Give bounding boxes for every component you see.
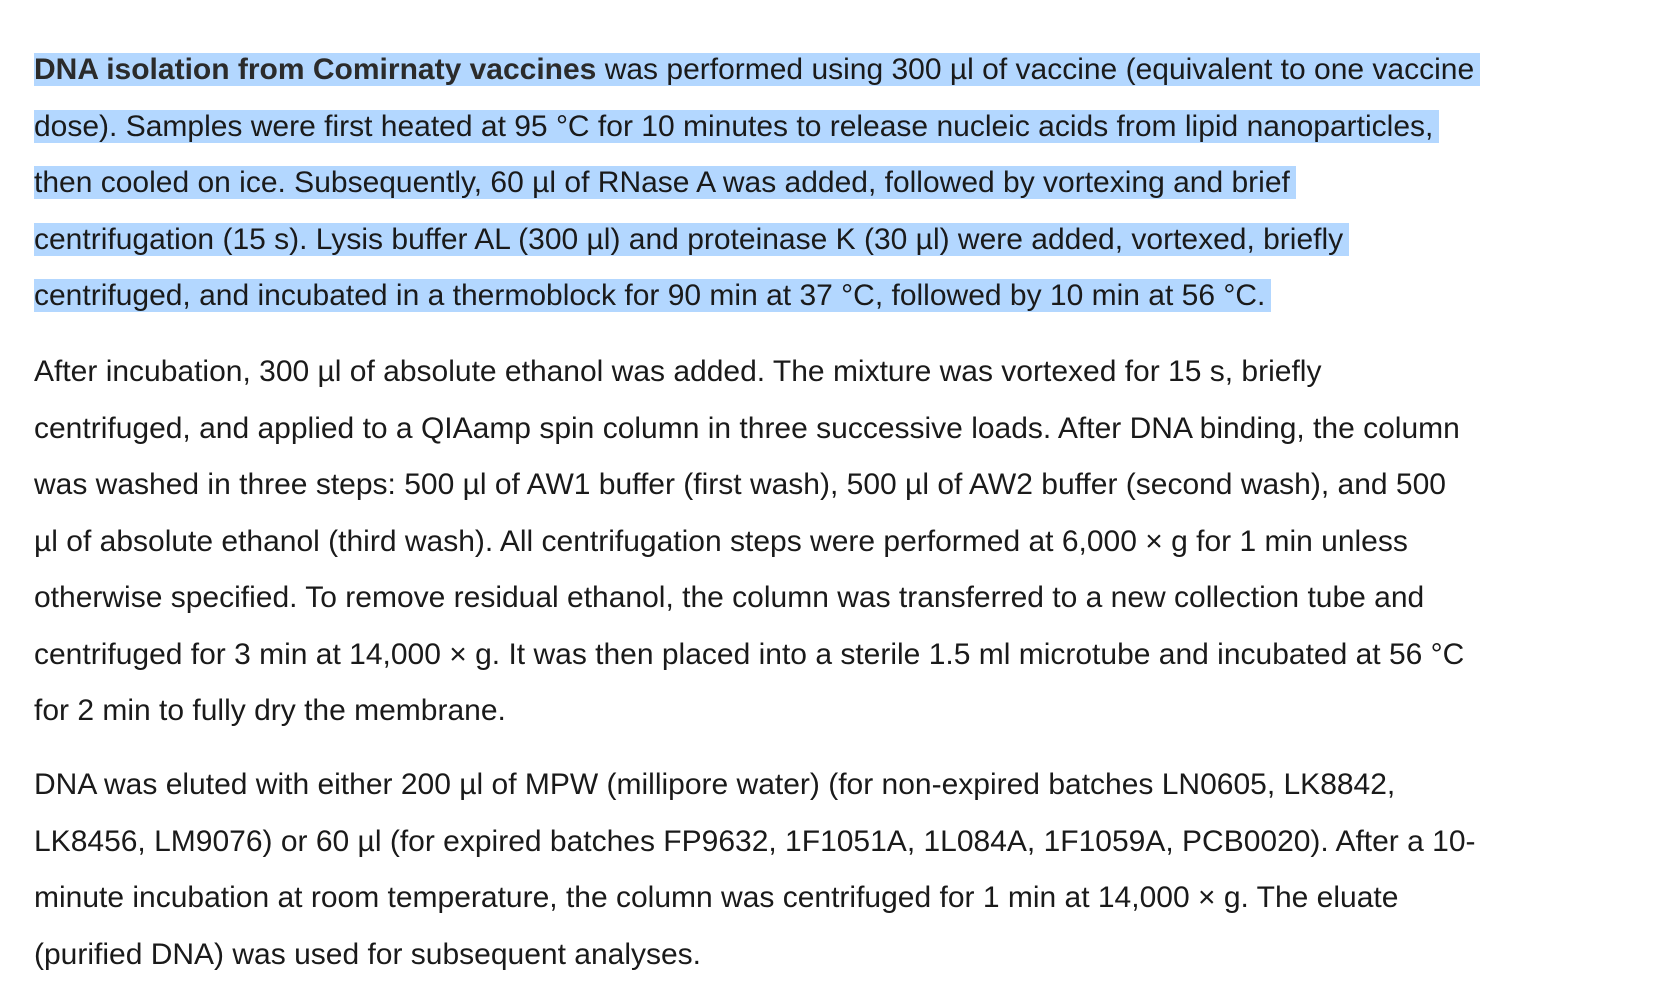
paragraph-line: for 2 min to fully dry the membrane. (34, 694, 506, 727)
paragraph-line-text: was performed using 300 µl of vaccine (equivalent to one vaccine (596, 53, 1475, 86)
paragraph-line: centrifuged for 3 min at 14,000 × g. It was then placed into a sterile 1.5 ml microtube and incubated at 56 °C (34, 637, 1465, 671)
selection-highlight: then cooled on ice. Subsequently, 60 µl of RNase A was added, followed by vortexing and brief (34, 166, 1296, 199)
selection-highlight: centrifugation (15 s). Lysis buffer AL (300 µl) and proteinase K (30 µl) were added, vortexed, briefly (34, 223, 1349, 256)
selection-highlight: centrifuged, and incubated in a thermoblock for 90 min at 37 °C, followed by 10 min at 56 °C. (34, 279, 1271, 312)
paragraph-line: After incubation, 300 µl of absolute ethanol was added. The mixture was vortexed for 15 s, briefly (34, 355, 1322, 388)
selection-highlight: dose). Samples were first heated at 95 °C for 10 minutes to release nucleic acids from lipid nanoparticles, (34, 110, 1439, 143)
paragraph-lead-bold: DNA isolation from Comirnaty vaccines (34, 53, 597, 86)
paragraph-line: DNA was eluted with either 200 µl of MPW (millipore water) (for non-expired batches LN0605, LK8842, (34, 768, 1396, 801)
clipped-previous-line (34, 0, 1594, 13)
paragraph-line: µl of absolute ethanol (third wash). All centrifugation steps were performed at 6,000 × g for 1 min unless (34, 524, 1408, 558)
paragraph-line (34, 155, 1594, 212)
paragraph-line: LK8456, LM9076) or 60 µl (for expired batches FP9632, 1F1051A, 1L084A, 1F1059A, PCB0020). After a 10- (34, 824, 1476, 858)
paragraph-line (34, 99, 1594, 156)
paragraph-line (34, 268, 1594, 325)
paragraph-line: otherwise specified. To remove residual ethanol, the column was transferred to a new collection tube and (34, 581, 1425, 614)
paragraph-line: (purified DNA) was used for subsequent analyses. (34, 937, 702, 971)
selection-highlight (34, 53, 1480, 86)
paragraph-line: centrifuged, and applied to a QIAamp spin column in three successive loads. After DNA binding, the column (34, 411, 1460, 445)
paragraph-line: minute incubation at room temperature, the column was centrifuged for 1 min at 14,000 × g. The eluate (34, 881, 1399, 914)
paragraph-line (34, 42, 1594, 99)
paragraph-line (34, 212, 1594, 269)
paragraph-after-incubation (34, 344, 1594, 740)
paragraph-line: was washed in three steps: 500 µl of AW1 buffer (first wash), 500 µl of AW2 buffer (second wash), and 500 (34, 468, 1446, 501)
paragraph-dna-isolation-selected[interactable] (34, 42, 1594, 325)
paragraph-dna-elution (34, 757, 1594, 983)
